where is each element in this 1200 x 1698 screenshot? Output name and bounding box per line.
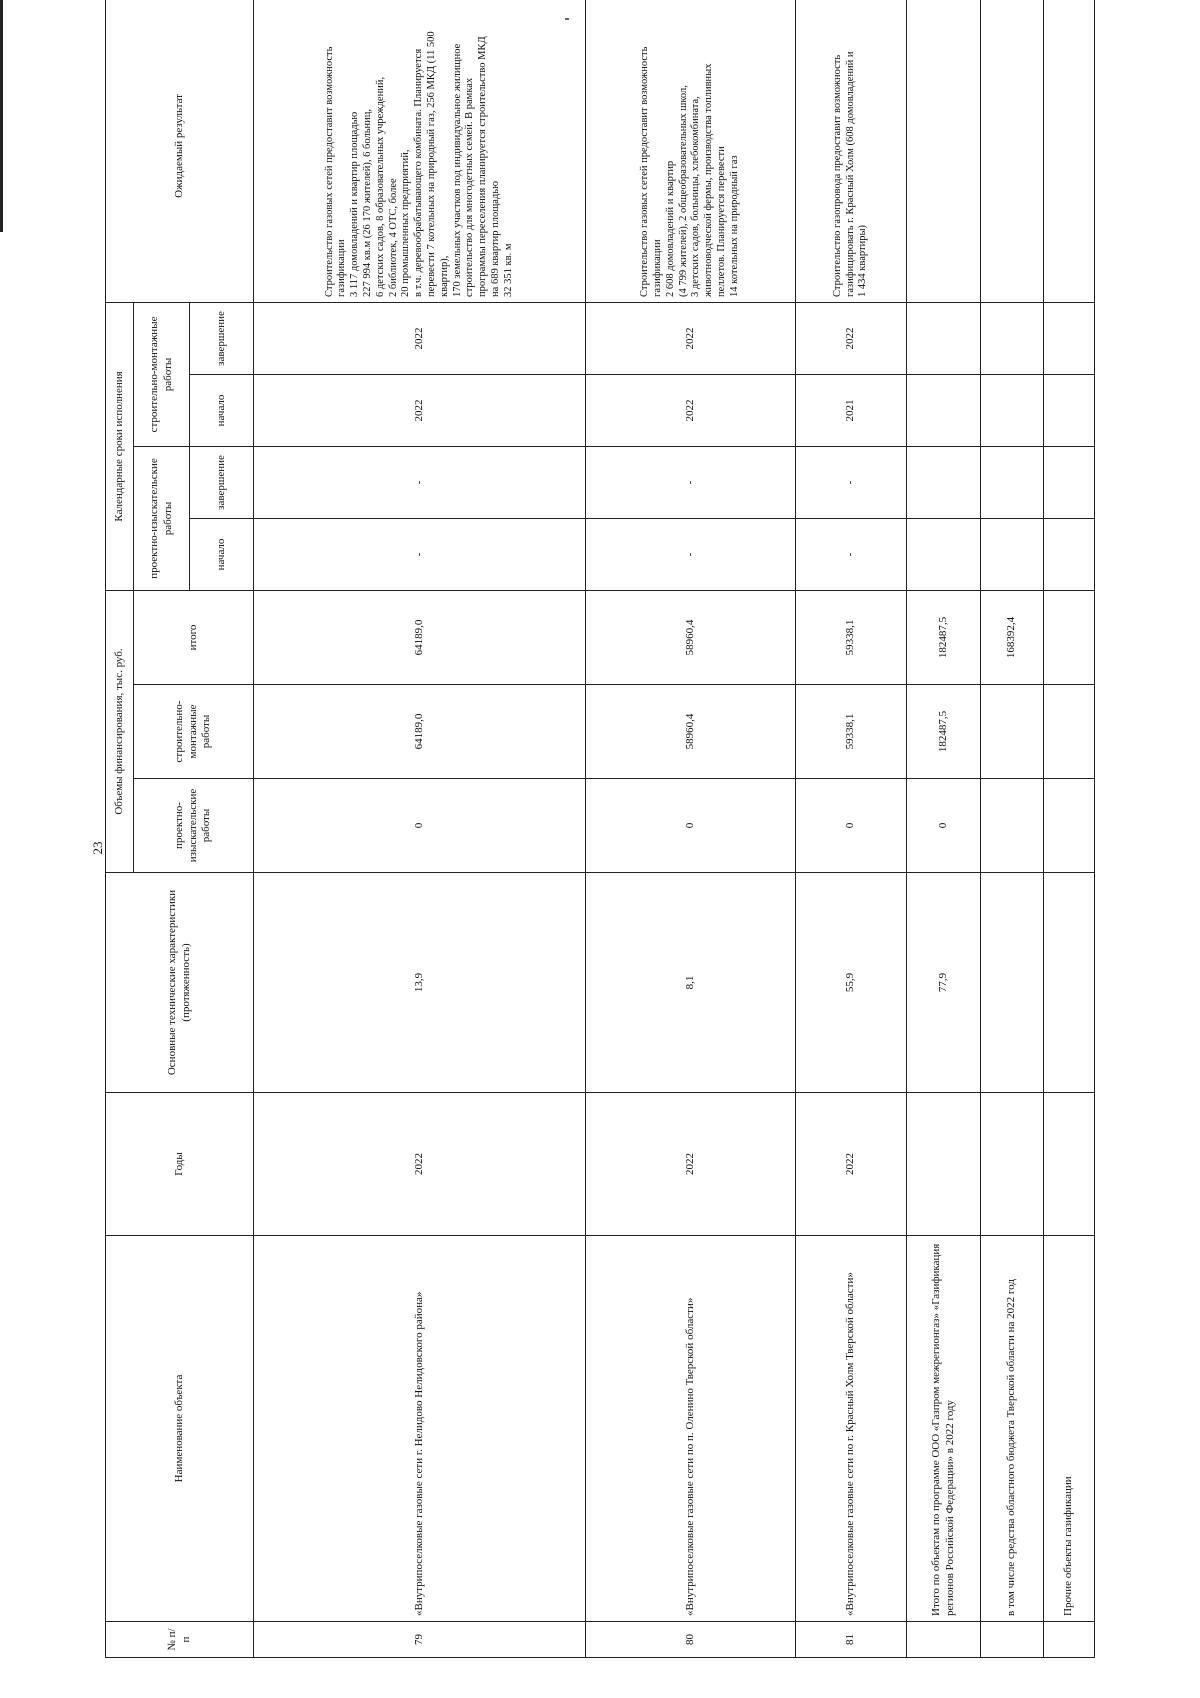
row-construction-cost: 59338,1 (795, 685, 907, 779)
empty-cell (907, 0, 981, 302)
header-name: Наименование объекта (106, 1236, 254, 1622)
result-line: 2 библиотек, 4 ОТС, более (387, 178, 399, 297)
row-construction-end: 2022 (586, 302, 795, 374)
other-num-cell (1044, 1622, 1095, 1658)
empty-cell (1044, 302, 1095, 374)
gasification-table (105, 0, 1095, 1658)
row-construction-end: 2022 (254, 302, 586, 374)
row-expected-result (586, 0, 795, 302)
header-years: Годы (106, 1093, 254, 1236)
result-line: газификации (336, 239, 348, 297)
result-line: (4 799 жителей), 2 общеобразовательных школ, (677, 85, 689, 297)
row-length: 55,9 (795, 873, 907, 1093)
header-design-end: завершение (190, 447, 254, 519)
row-construction-end: 2022 (795, 302, 907, 374)
total-year-cell (907, 1093, 981, 1236)
total-construction-cost: 182487,5 (907, 685, 981, 779)
result-line: 3 117 домовладений и квартир площадью (349, 111, 361, 297)
header-construction-start: начало (190, 375, 254, 447)
row-year: 2022 (254, 1093, 586, 1236)
row-total-cost: 58960,4 (586, 591, 795, 685)
empty-cell (907, 519, 981, 591)
result-line: 32 351 кв. м (502, 243, 514, 297)
row-construction-start: 2022 (586, 375, 795, 447)
row-object-name: «Внутрипоселковые газовые сети по п. Оленино Тверской области» (586, 1236, 795, 1622)
header-num: № п/п (106, 1622, 254, 1658)
row-design-start: - (795, 519, 907, 591)
empty-cell (980, 685, 1043, 779)
row-total-cost: 59338,1 (795, 591, 907, 685)
result-line: программы переселения планируется строительство МКД (477, 36, 489, 297)
total-total-cost: 182487,5 (907, 591, 981, 685)
header-design-works: проектно-изыскательские работы (134, 779, 254, 873)
header-design-start: начало (190, 519, 254, 591)
budget-num-cell (980, 1622, 1043, 1658)
empty-cell (980, 447, 1043, 519)
row-total-cost: 64189,0 (254, 591, 586, 685)
scan-edge-mark (0, 0, 3, 232)
row-length: 13,9 (254, 873, 586, 1093)
result-line: 3 детских садов, больницы, хлебокомбината, (690, 96, 702, 297)
row-length: 8,1 (586, 873, 795, 1093)
empty-cell (907, 375, 981, 447)
result-line: строительство для многодетных семей. В рамках (464, 77, 476, 297)
row-construction-cost: 58960,4 (586, 685, 795, 779)
page-number: 23 (90, 841, 105, 855)
table-row (586, 0, 795, 1658)
row-year: 2022 (795, 1093, 907, 1236)
total-row (907, 0, 981, 1658)
empty-cell (1044, 375, 1095, 447)
result-line: 6 детских садов, 8 образовательных учреждений, (374, 76, 386, 297)
total-design-cost: 0 (907, 779, 981, 873)
row-object-name: «Внутрипоселковые газовые сети по г. Красный Холм Тверской области» (795, 1236, 907, 1622)
row-num: 80 (586, 1622, 795, 1658)
empty-cell (1044, 685, 1095, 779)
empty-cell (980, 873, 1043, 1093)
header-financing: Объемы финансирования, тыс. руб. (106, 591, 134, 873)
result-line: в т.ч. деревообрабатывающего комбината. Планируется (413, 48, 425, 297)
empty-cell (1044, 1093, 1095, 1236)
result-line: Строительство газопровода предоставит возможность (831, 54, 843, 297)
total-length: 77,9 (907, 873, 981, 1093)
empty-cell (1044, 591, 1095, 685)
empty-cell (980, 519, 1043, 591)
result-line: газифицировать г. Красный Холм (608 домовладений и (844, 51, 856, 297)
header-construction-works: строительно-монтажные работы (134, 685, 254, 779)
result-line: 2 608 домовладений и квартир (664, 160, 676, 297)
empty-cell (1044, 0, 1095, 302)
result-line: животноводческой фермы, производства топливных (703, 63, 715, 297)
header-result: Ожидаемый результат (106, 0, 254, 302)
row-design-start: - (254, 519, 586, 591)
row-design-cost: 0 (586, 779, 795, 873)
empty-cell (907, 302, 981, 374)
row-design-cost: 0 (795, 779, 907, 873)
row-num: 81 (795, 1622, 907, 1658)
header-total: итого (134, 591, 254, 685)
result-line: Строительство газовых сетей предоставит возможность (323, 46, 335, 297)
row-expected-result (254, 0, 586, 302)
row-design-end: - (586, 447, 795, 519)
result-line: 170 земельных участков под индивидуальное жилищное (451, 43, 463, 297)
total-num-cell (907, 1622, 981, 1658)
empty-cell (980, 779, 1043, 873)
result-line: 14 котельных на природный газ (728, 155, 740, 297)
result-line: пеллетов. Планируется перевести (716, 146, 728, 297)
empty-cell (1044, 873, 1095, 1093)
empty-cell (1044, 447, 1095, 519)
row-construction-start: 2022 (254, 375, 586, 447)
empty-cell (980, 1093, 1043, 1236)
budget-total: 168392,4 (980, 591, 1043, 685)
row-design-end: - (795, 447, 907, 519)
header-characteristics: Основные технические характеристики (протяженность) (106, 873, 254, 1093)
result-line: Строительство газовых сетей предоставит возможность (639, 46, 651, 297)
other-objects-row (1044, 0, 1095, 1658)
header-construction-period: строительно-монтажные работы (134, 302, 190, 446)
row-construction-start: 2021 (795, 375, 907, 447)
empty-cell (980, 0, 1043, 302)
table-row (254, 0, 586, 1658)
rotated-table-container (105, 31, 1095, 1658)
total-label: Итого по объектам по программе ООО «Газпром межрегионгаз» «Газификация регионов Российской Федерации» в 2022 году (907, 1236, 981, 1622)
budget-label: в том числе средства областного бюджета Тверской области на 2022 год (980, 1236, 1043, 1622)
result-line: квартир), (438, 255, 450, 297)
header-construction-end: завершение (190, 302, 254, 374)
row-object-name: «Внутрипоселковые газовые сети г. Нелидово Нелидовского района» (254, 1236, 586, 1622)
row-num: 79 (254, 1622, 586, 1658)
row-expected-result (795, 0, 907, 302)
header-schedule: Календарные сроки исполнения (106, 302, 134, 590)
result-line: на 689 квартир площадью (490, 181, 502, 297)
row-year: 2022 (586, 1093, 795, 1236)
other-objects-label: Прочие объекты газификации (1044, 1236, 1095, 1622)
result-line: 227 994 кв.м (26 170 жителей), 6 больниц, (362, 109, 374, 297)
empty-cell (980, 375, 1043, 447)
result-line: 20 промышленных предприятий, (400, 149, 412, 297)
empty-cell (1044, 519, 1095, 591)
empty-cell (1044, 779, 1095, 873)
row-design-start: - (586, 519, 795, 591)
empty-cell (907, 447, 981, 519)
empty-cell (980, 302, 1043, 374)
result-line: 1 434 квартиры) (857, 225, 869, 297)
row-construction-cost: 64189,0 (254, 685, 586, 779)
result-line: газификации (652, 239, 664, 297)
budget-row (980, 0, 1043, 1658)
table-row (795, 0, 907, 1658)
row-design-end: - (254, 447, 586, 519)
result-line: перевести 7 котельных на природный газ, 256 МКД (11 500 (426, 31, 438, 297)
header-design-period: проектно-изыскательские работы (134, 447, 190, 591)
row-design-cost: 0 (254, 779, 586, 873)
